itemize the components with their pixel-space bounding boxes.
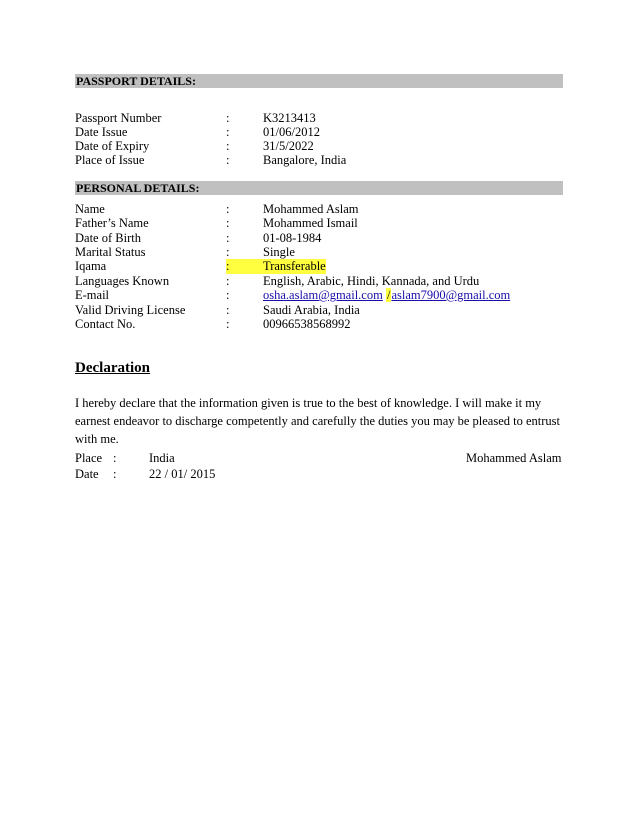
row-value: Single [263, 245, 295, 259]
row-value: 00966538568992 [263, 317, 351, 331]
row-colon: : [226, 288, 230, 302]
place-colon: : [113, 451, 117, 465]
row-label: E-mail [75, 288, 110, 302]
declaration-text: I hereby declare that the information given is true to the best of knowledge. I will make it my earnest endeavor to discharge competently and carefully the duties you may be pleased to entrust with me. [75, 396, 561, 446]
row-value [263, 288, 510, 303]
declaration-title: Declaration [75, 360, 150, 376]
row-colon: : [226, 139, 230, 153]
date-label: Date [75, 467, 99, 481]
row-label: Date Issue [75, 125, 128, 139]
row-colon: : [226, 317, 230, 331]
date-colon: : [113, 467, 117, 481]
row-label: Marital Status [75, 245, 146, 259]
row-label: Languages Known [75, 274, 170, 288]
passport-details-heading: PASSPORT DETAILS: [75, 74, 563, 88]
email-separator: / [386, 288, 391, 302]
row-colon: : [226, 259, 263, 274]
place-value: India [149, 451, 175, 465]
row-value: K3213413 [263, 111, 316, 125]
personal-details-heading: PERSONAL DETAILS: [75, 181, 563, 195]
row-value: Saudi Arabia, India [263, 303, 360, 317]
row-colon: : [226, 274, 230, 288]
place-label: Place [75, 451, 103, 465]
date-value: 22 / 01/ 2015 [149, 467, 216, 481]
row-value: English, Arabic, Hindi, Kannada, and Urdu [263, 274, 480, 288]
row-label: Iqama [75, 259, 107, 273]
row-colon: : [226, 111, 230, 125]
row-value: Mohammed Aslam [263, 202, 359, 216]
row-colon: : [226, 303, 230, 317]
row-value: 01/06/2012 [263, 125, 320, 139]
row-label: Contact No. [75, 317, 136, 331]
row-value: Transferable [263, 259, 326, 273]
email-link-primary[interactable]: osha.aslam@gmail.com [263, 288, 383, 302]
row-value: Mohammed Ismail [263, 216, 358, 230]
signature-name: Mohammed Aslam [466, 451, 562, 465]
row-colon: : [226, 202, 230, 216]
row-colon: : [226, 153, 230, 167]
row-colon: : [226, 231, 230, 245]
row-label: Father’s Name [75, 216, 149, 230]
row-value: Bangalore, India [263, 153, 347, 167]
row-colon: : [226, 216, 230, 230]
email-link-secondary[interactable]: aslam7900@gmail.com [391, 288, 511, 302]
row-label: Place of Issue [75, 153, 145, 167]
row-label: Name [75, 202, 105, 216]
row-value: 01-08-1984 [263, 231, 322, 245]
row-colon: : [226, 245, 230, 259]
row-label: Date of Expiry [75, 139, 150, 153]
row-label: Date of Birth [75, 231, 141, 245]
row-colon: : [226, 125, 230, 139]
row-value: 31/5/2022 [263, 139, 314, 153]
row-label: Passport Number [75, 111, 162, 125]
row-label: Valid Driving License [75, 303, 186, 317]
